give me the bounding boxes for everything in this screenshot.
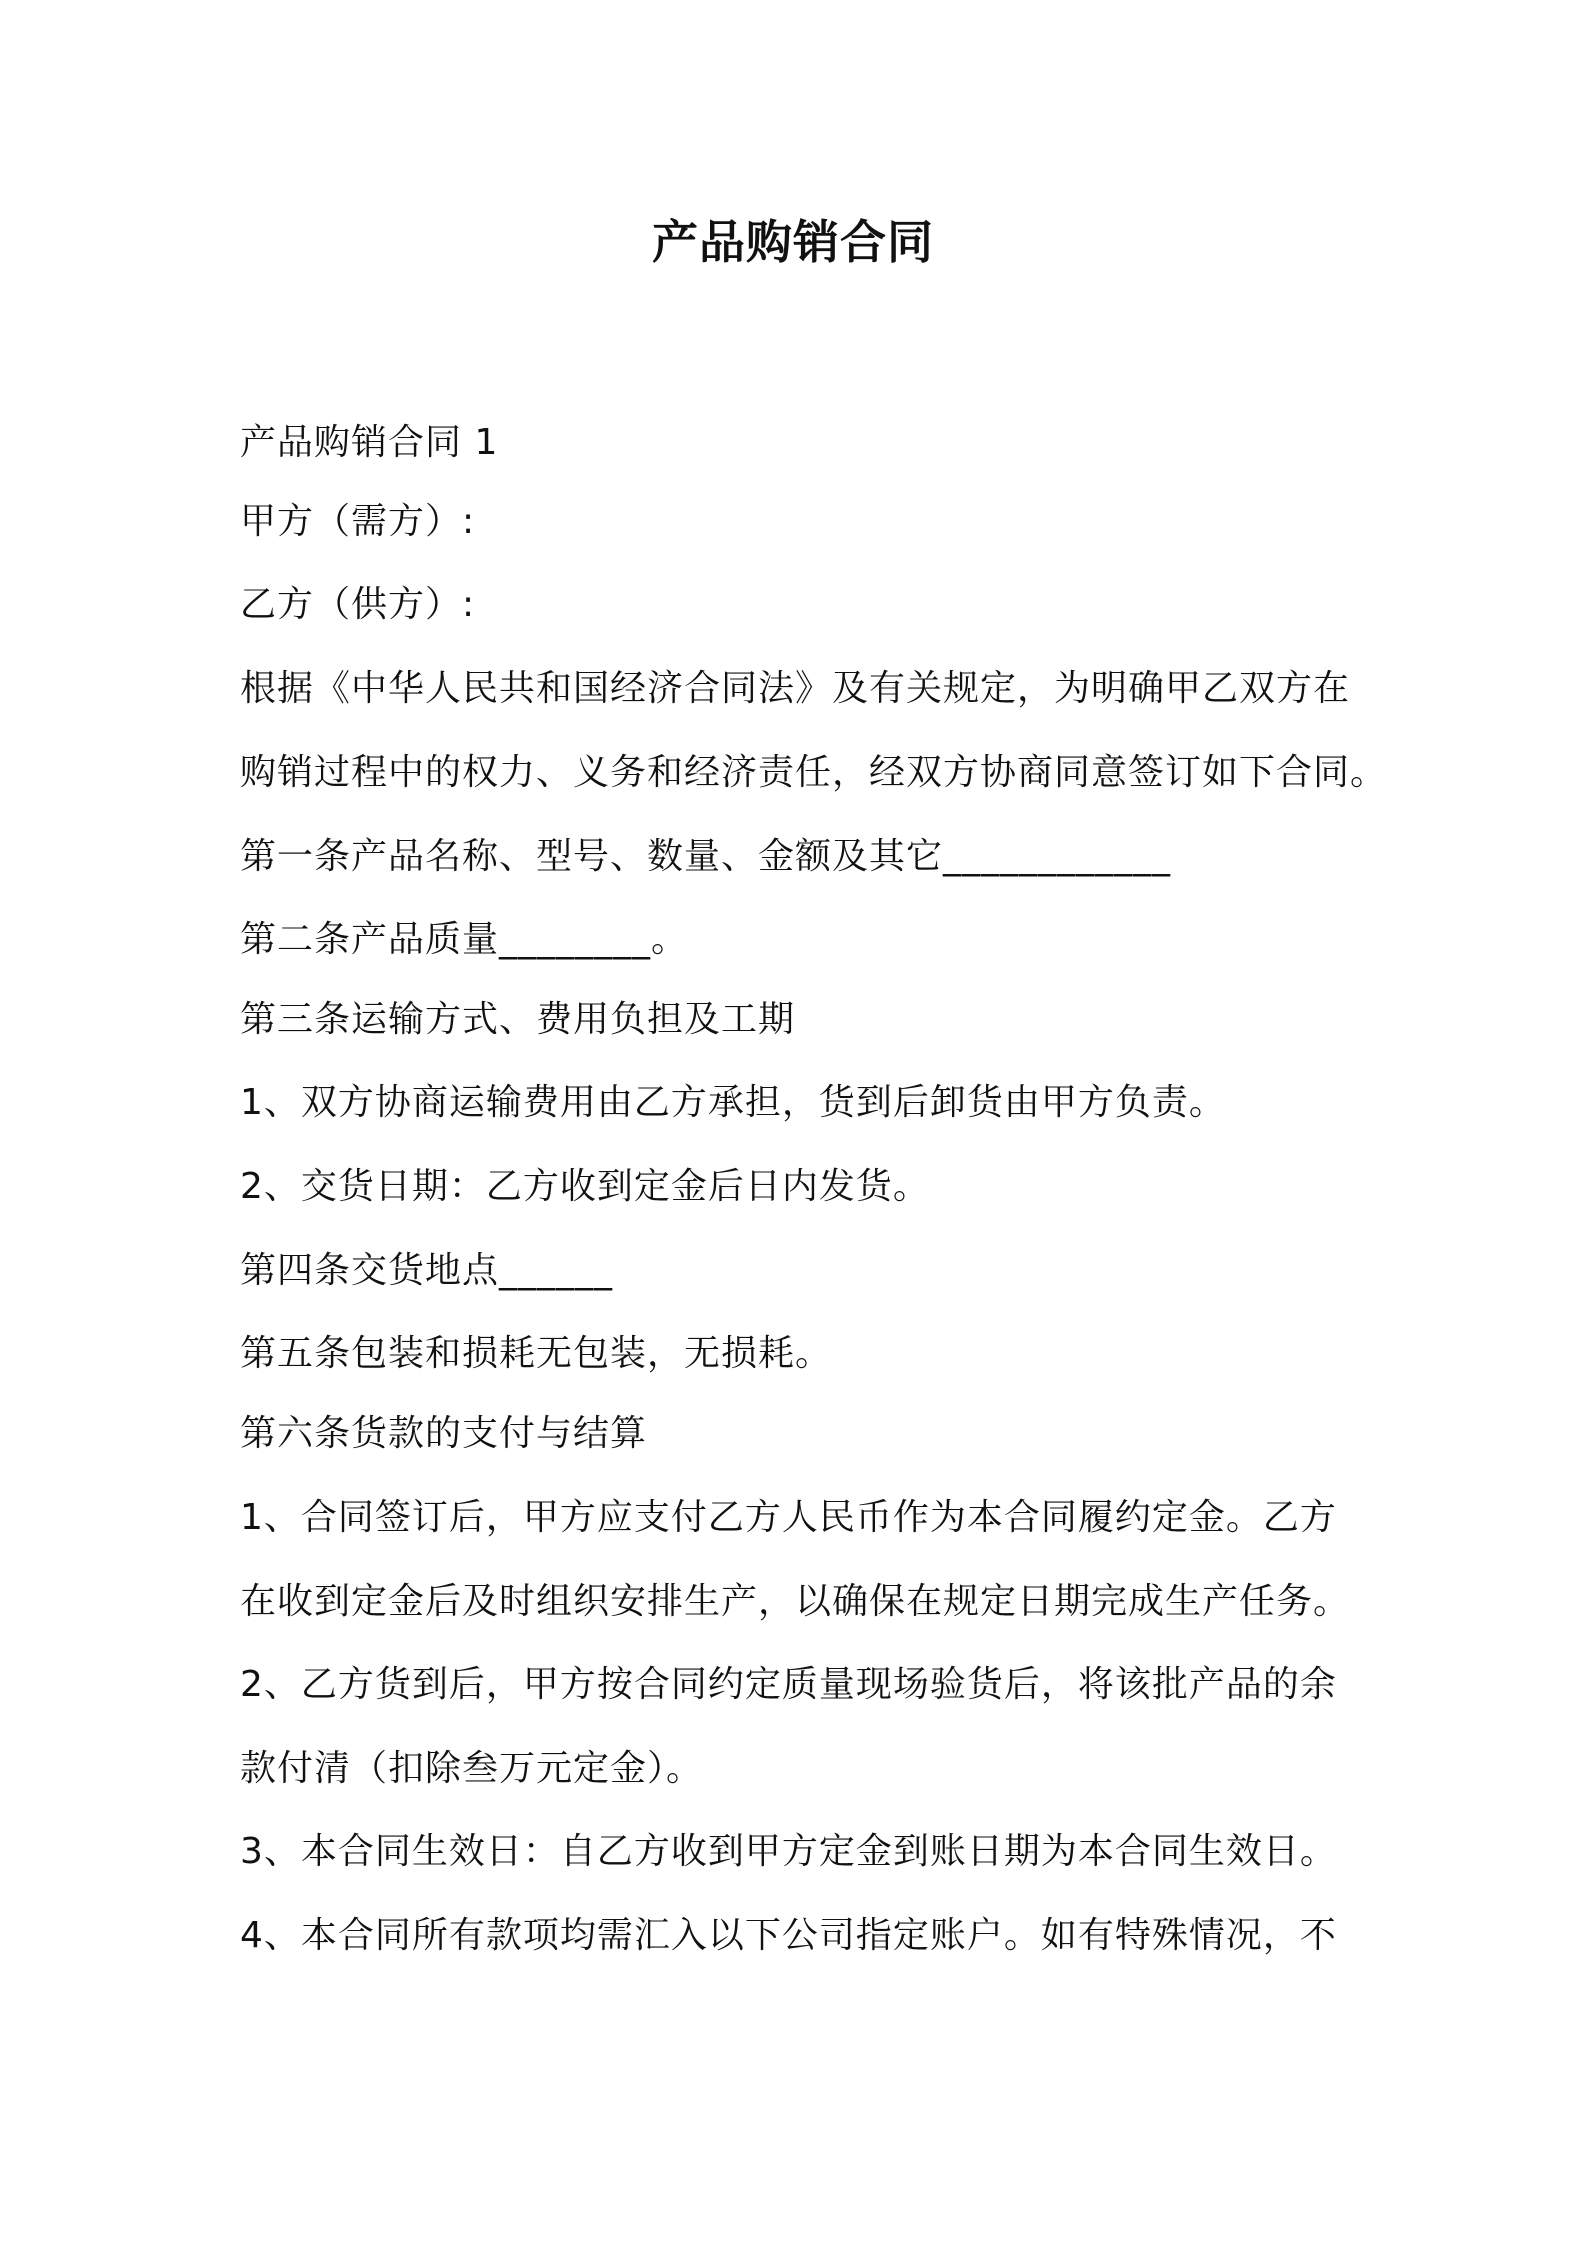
article-6-item-3: 3、本合同生效日：自乙方收到甲方定金到账日期为本合同生效日。 <box>240 1831 1337 1872</box>
article-6-heading: 第六条货款的支付与结算 <box>240 1413 648 1454</box>
preamble-line-1: 根据《中华人民共和国经济合同法》及有关规定，为明确甲乙双方在 <box>240 668 1351 709</box>
contract-subtitle: 产品购销合同 1 <box>240 422 499 463</box>
party-b-line: 乙方（供方）: <box>240 584 476 625</box>
article-2: 第二条产品质量________。 <box>240 919 689 960</box>
article-3-item-2: 2、交货日期：乙方收到定金后日内发货。 <box>240 1166 930 1207</box>
article-6-item-2-line-2: 款付清（扣除叁万元定金）。 <box>240 1748 704 1789</box>
article-4: 第四条交货地点______ <box>240 1250 614 1291</box>
article-6-item-2-line-1: 2、乙方货到后，甲方按合同约定质量现场验货后，将该批产品的余 <box>240 1664 1337 1705</box>
article-1: 第一条产品名称、型号、数量、金额及其它____________ <box>240 836 1172 877</box>
preamble-line-2: 购销过程中的权力、义务和经济责任，经双方协商同意签订如下合同。 <box>240 752 1388 793</box>
article-6-item-1-line-2: 在收到定金后及时组织安排生产，以确保在规定日期完成生产任务。 <box>240 1581 1351 1622</box>
article-3-heading: 第三条运输方式、费用负担及工期 <box>240 999 796 1040</box>
article-6-item-1-line-1: 1、合同签订后，甲方应支付乙方人民币作为本合同履约定金。乙方 <box>240 1497 1337 1538</box>
party-a-line: 甲方（需方）: <box>240 501 476 542</box>
article-3-item-1: 1、双方协商运输费用由乙方承担，货到后卸货由甲方负责。 <box>240 1082 1226 1123</box>
article-6-item-4: 4、本合同所有款项均需汇入以下公司指定账户。如有特殊情况，不 <box>240 1915 1337 1956</box>
document-title: 产品购销合同 <box>652 215 934 269</box>
article-5: 第五条包装和损耗无包装，无损耗。 <box>240 1333 833 1374</box>
